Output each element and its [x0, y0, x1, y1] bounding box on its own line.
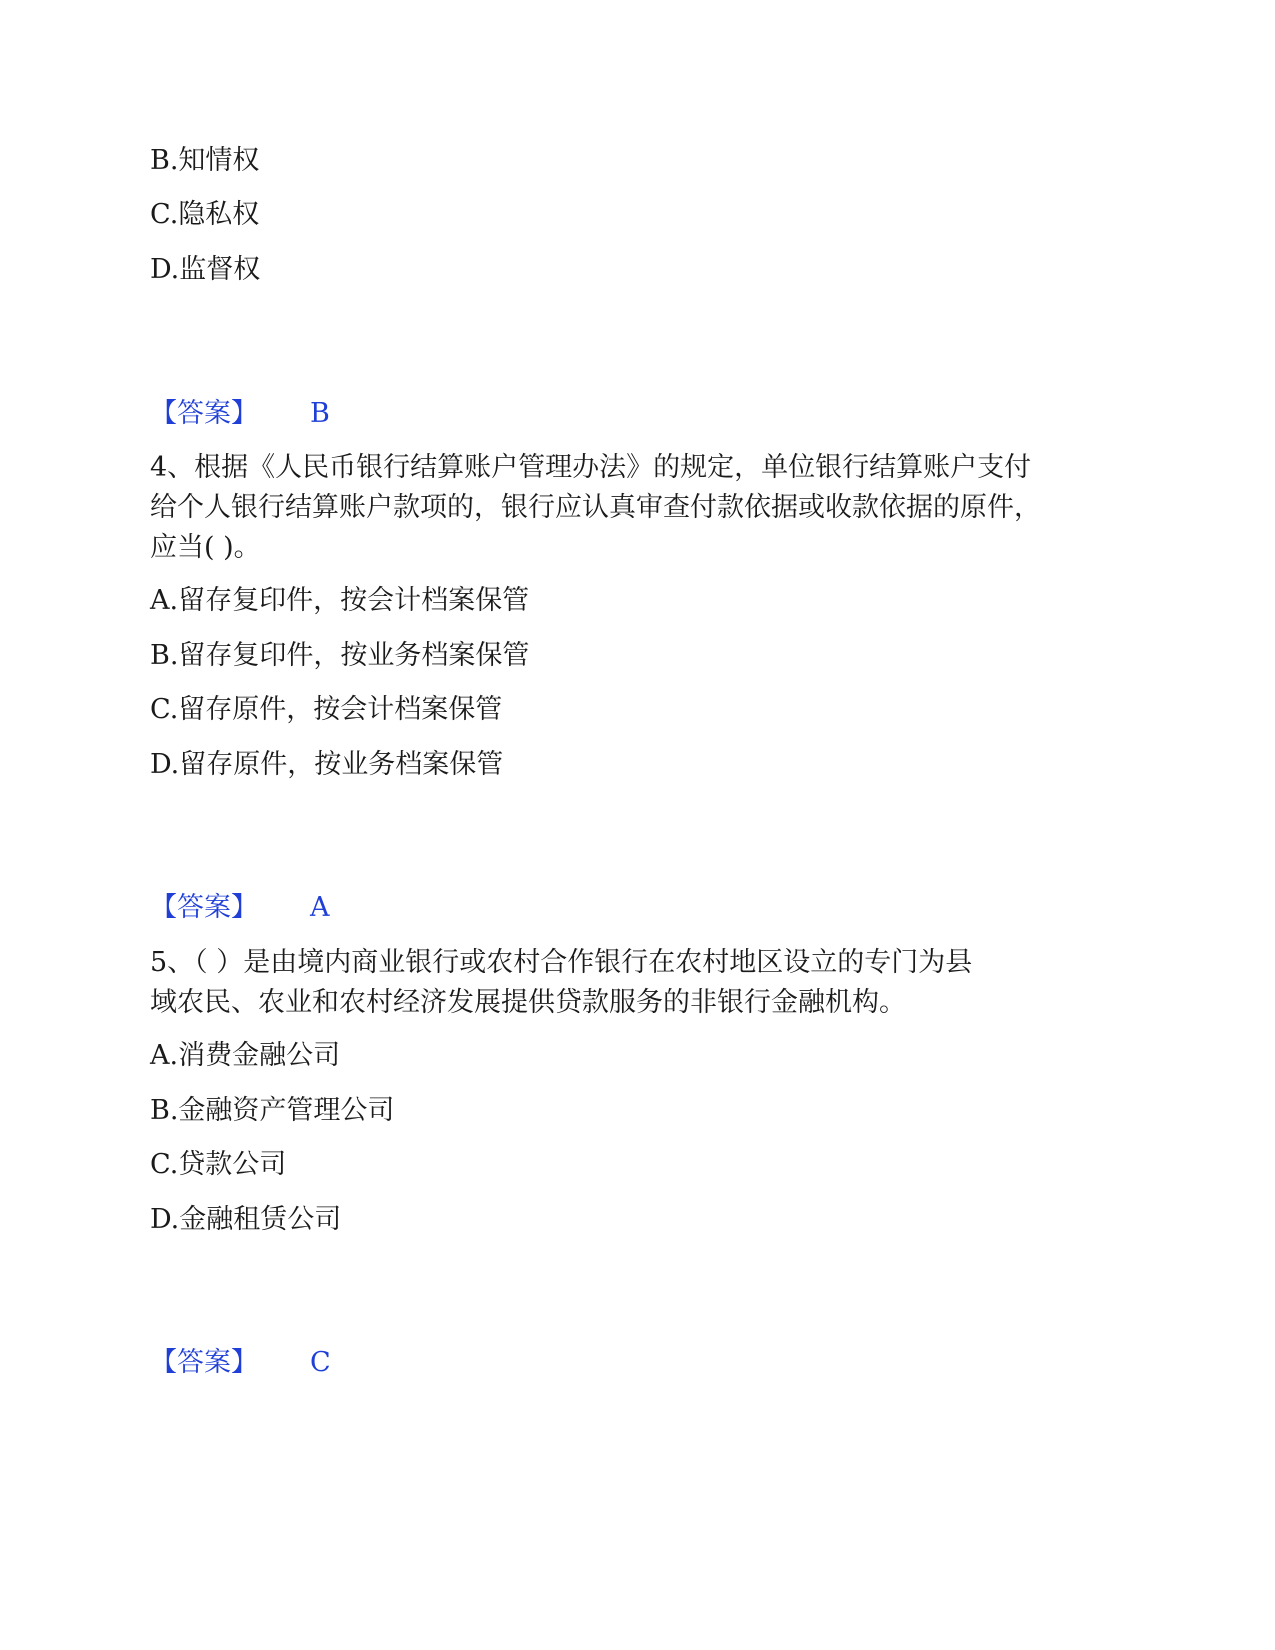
- answer-value: C: [310, 1347, 331, 1378]
- question-4-line-2: 给个人银行结算账户款项的，银行应认真审查付款依据或收款依据的原件，: [150, 492, 1041, 523]
- answer-value: B: [310, 398, 330, 429]
- answer-row-q4: [150, 890, 330, 926]
- question-5-line-1: 5、（ ）是由境内商业银行或农村合作银行在农村地区设立的专门为县: [150, 947, 973, 978]
- answer-label: 【答案】: [150, 892, 258, 923]
- answer-row-q5: [150, 1345, 331, 1381]
- question-4-line-3: 应当( )。: [150, 532, 261, 563]
- option-d-q5: D.金融租赁公司: [150, 1204, 342, 1235]
- option-b-q3: B.知情权: [150, 145, 260, 176]
- option-b-q5: B.金融资产管理公司: [150, 1095, 395, 1126]
- option-c-q3: C.隐私权: [150, 199, 260, 230]
- option-b-q4: B.留存复印件，按业务档案保管: [150, 640, 530, 671]
- option-c-q5: C.贷款公司: [150, 1149, 287, 1180]
- option-c-q4: C.留存原件，按会计档案保管: [150, 694, 503, 725]
- option-a-q4: A.留存复印件，按会计档案保管: [150, 585, 530, 616]
- question-4-stem: [150, 448, 1110, 568]
- answer-value: A: [310, 892, 330, 923]
- question-5-line-2: 域农民、农业和农村经济发展提供贷款服务的非银行金融机构。: [150, 987, 906, 1018]
- option-d-q4: D.留存原件，按业务档案保管: [150, 749, 504, 780]
- option-d-q3: D.监督权: [150, 254, 261, 285]
- option-a-q5: A.消费金融公司: [150, 1040, 341, 1071]
- question-5-stem: [150, 943, 1110, 1023]
- answer-row-q3: [150, 396, 330, 432]
- answer-label: 【答案】: [150, 398, 258, 429]
- question-4-line-1: 4、根据《人民币银行结算账户管理办法》的规定，单位银行结算账户支付: [150, 452, 1032, 483]
- answer-label: 【答案】: [150, 1347, 258, 1378]
